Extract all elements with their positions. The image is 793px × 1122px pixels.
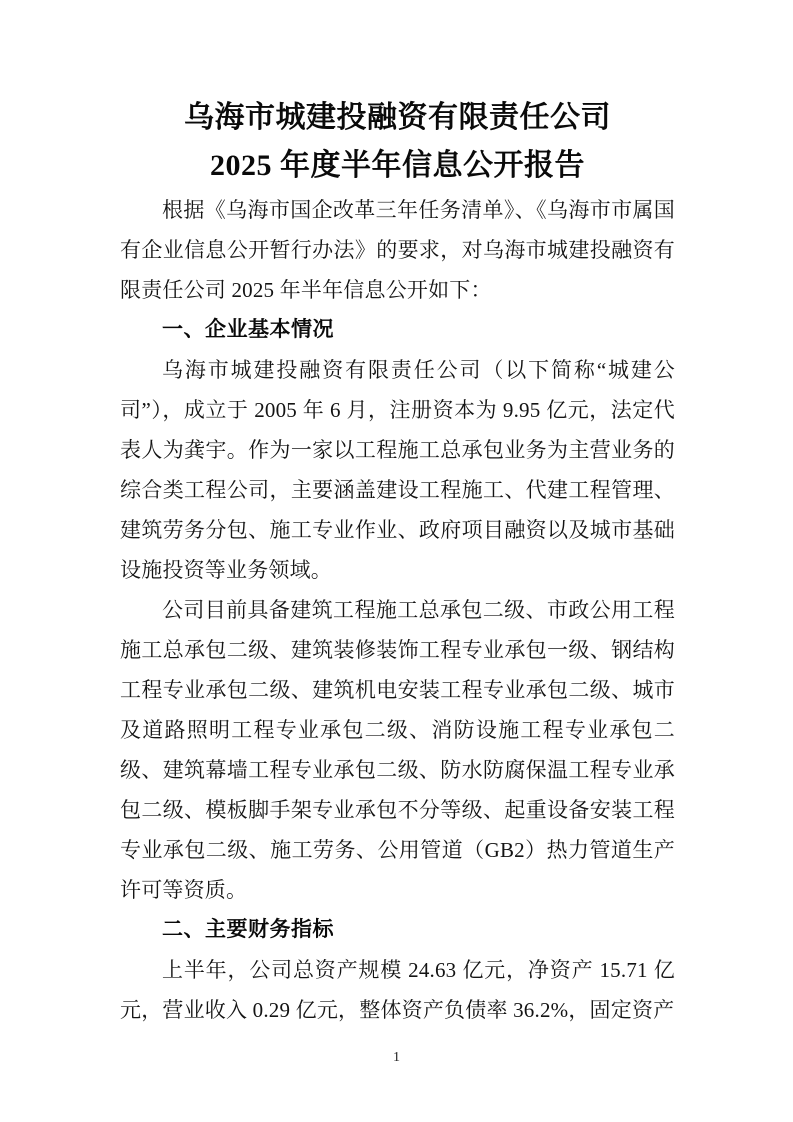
section-heading-company-profile: 一、企业基本情况 <box>162 318 334 341</box>
qualifications-paragraph: 公司目前具备建筑工程施工总承包二级、市政公用工程施工总承包二级、建筑装修装饰工程专业承包一级、钢结构工程专业承包二级、建筑机电安装工程专业承包二级、城市及道路照明工程专业承包二级、消防设施工程专业承包二级、建筑幕墙工程专业承包二级、防水防腐保温工程专业承包二级、模板脚手架专业承包不分等级、起重设备安装工程专业承包二级、施工劳务、公用管道（GB2）热力管道生产许可等资质。 <box>120 598 675 902</box>
page-number: 1 <box>393 1050 400 1065</box>
document-title-line-1: 乌海市城建投融资有限责任公司 <box>184 101 611 134</box>
document-title <box>120 94 675 190</box>
section-heading-financial-indicators: 二、主要财务指标 <box>162 918 334 941</box>
company-profile-paragraph: 乌海市城建投融资有限责任公司（以下简称“城建公司”），成立于 2005 年 6 月，注册资本为 9.95 亿元，法定代表人为龚宇。作为一家以工程施工总承包业务为主营业务的综合类工程公司，主要涵盖建设工程施工、代建工程管理、建筑劳务分包、施工专业作业、政府项目融资以及城市基础设施投资等业务领域。 <box>120 358 675 582</box>
document-title-line-2: 2025 年度半年信息公开报告 <box>210 149 585 182</box>
intro-paragraph: 根据《乌海市国企改革三年任务清单》、《乌海市市属国有企业信息公开暂行办法》的要求，对乌海市城建投融资有限责任公司 2025 年半年信息公开如下： <box>120 198 675 302</box>
financial-indicators-paragraph: 上半年，公司总资产规模 24.63 亿元，净资产 15.71 亿元，营业收入 0.29 亿元，整体资产负债率 36.2%，固定资产 <box>120 958 675 1022</box>
